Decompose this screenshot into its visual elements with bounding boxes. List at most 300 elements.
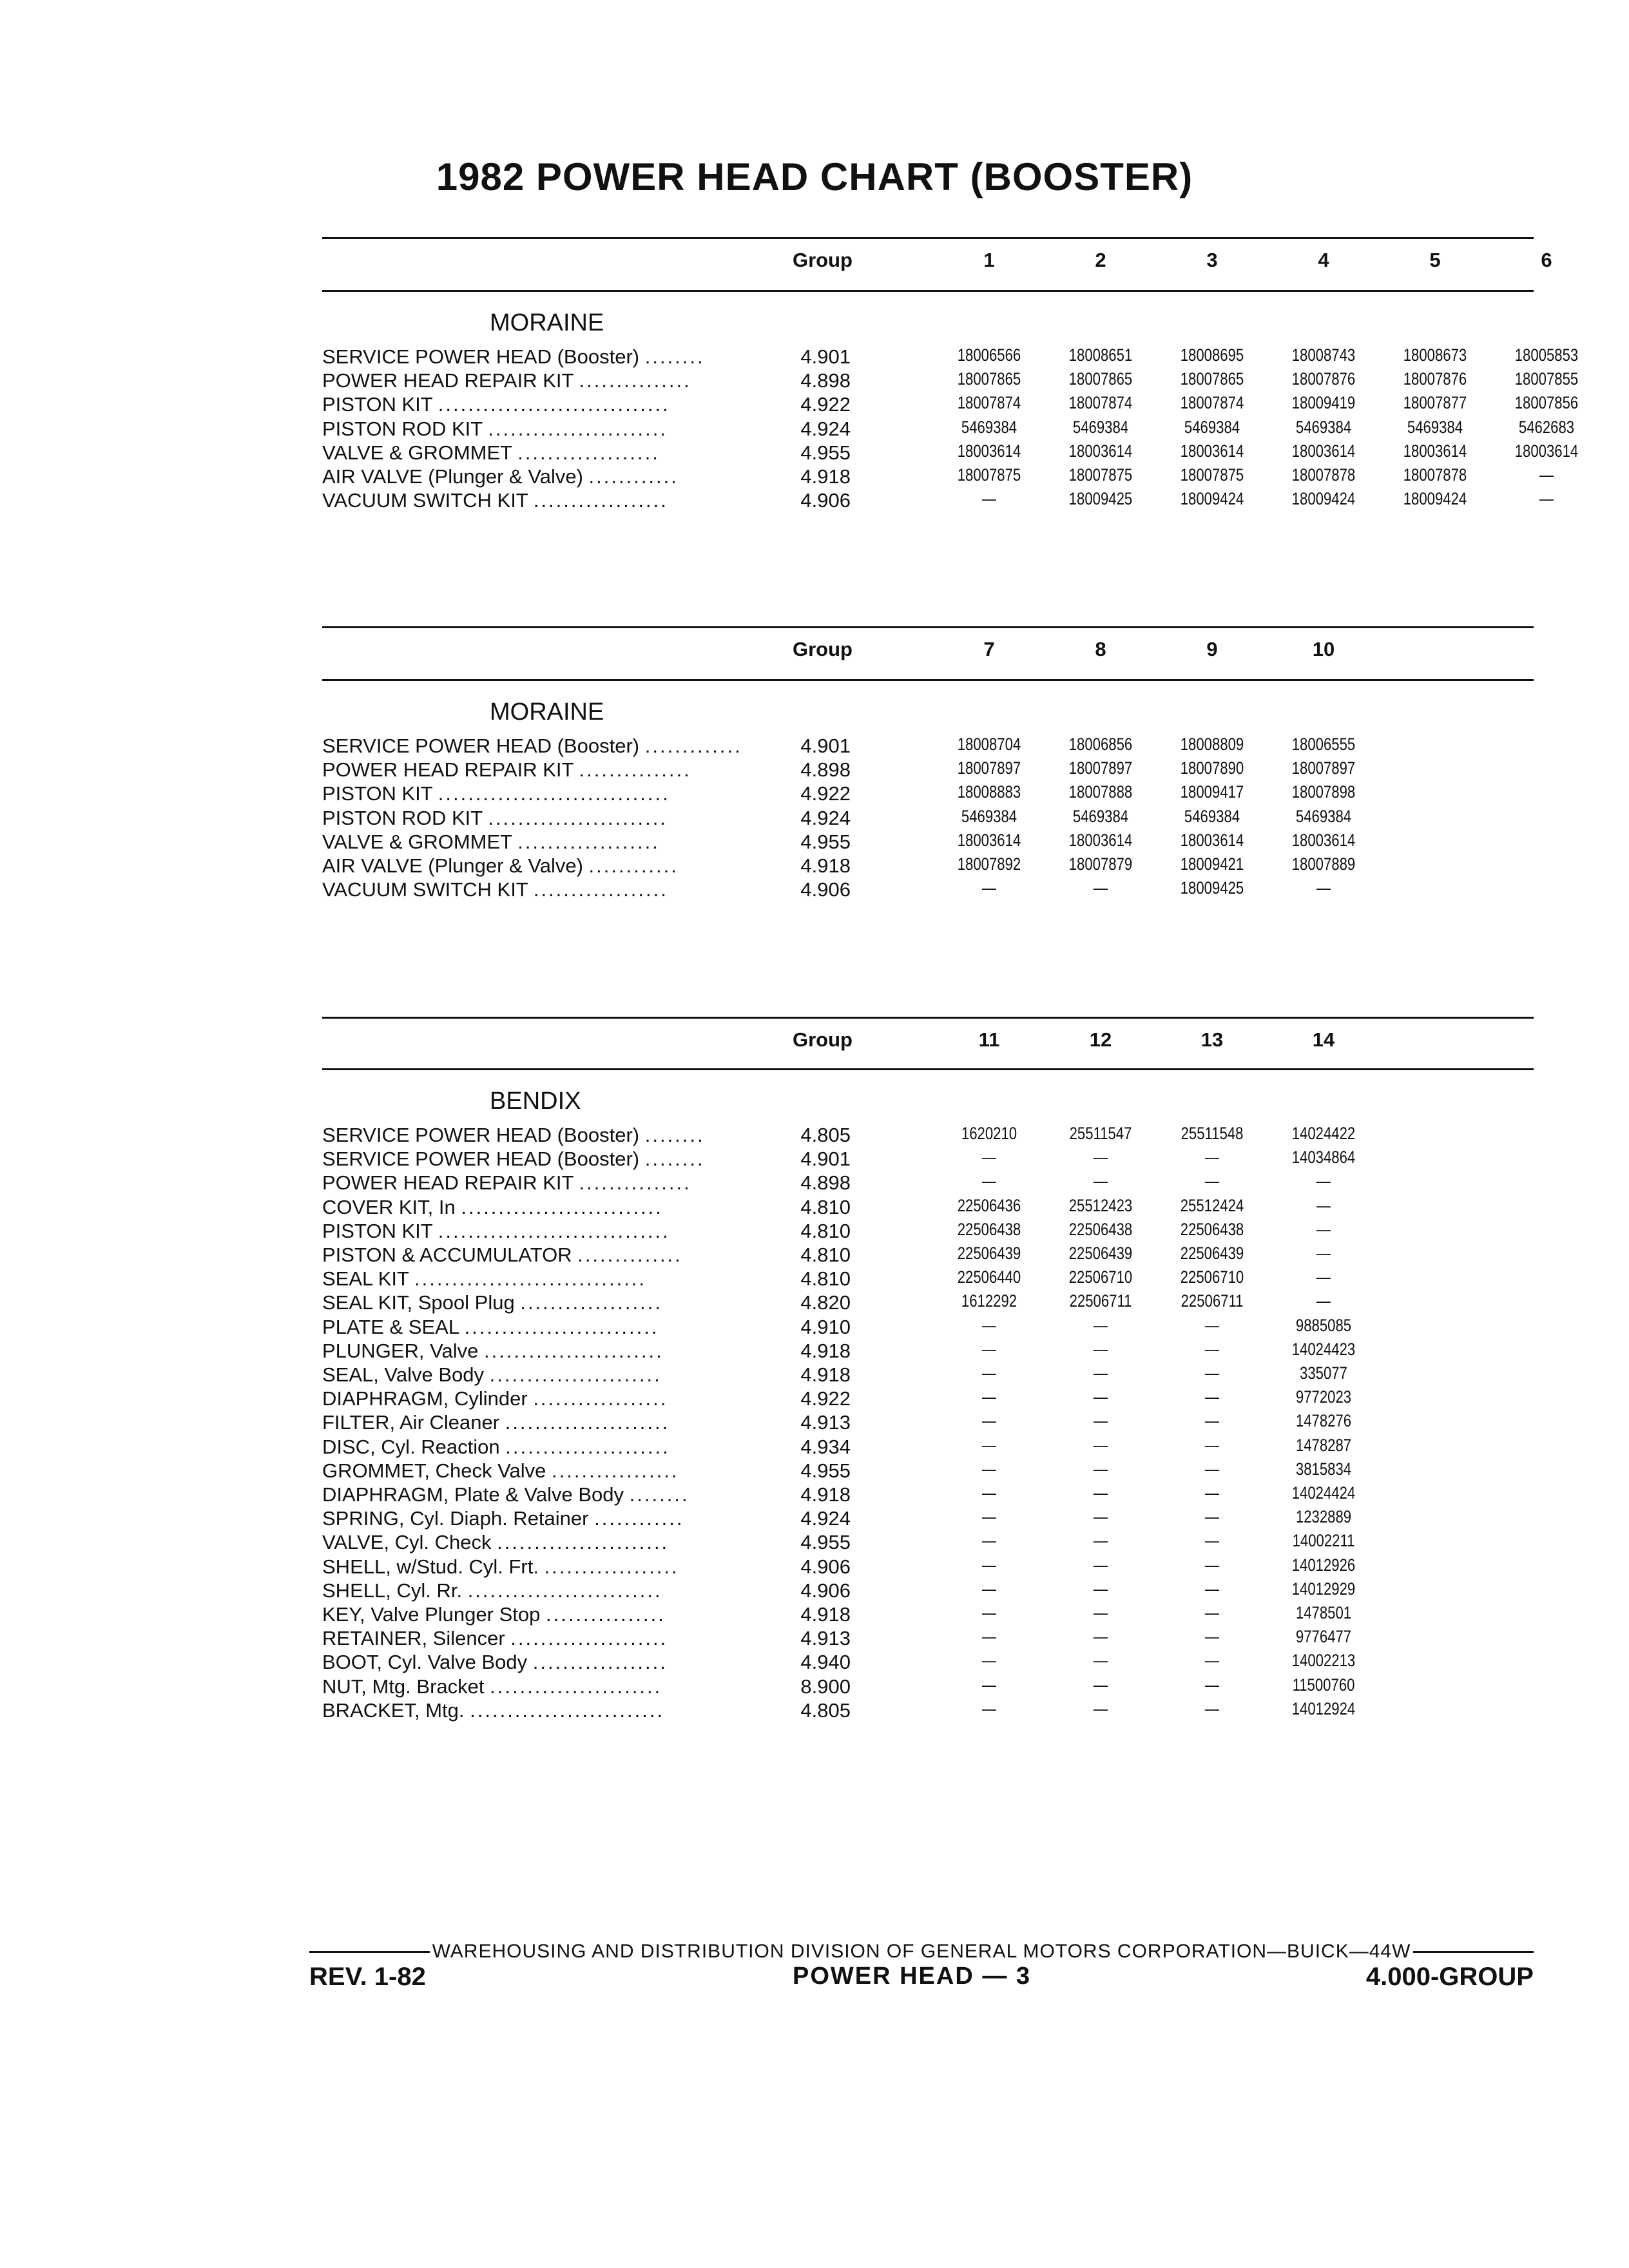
table-row (322, 1171, 1534, 1195)
part-number: — (981, 878, 997, 898)
part-number: — (1204, 1603, 1220, 1622)
leader-dots: .......................... (464, 1315, 659, 1338)
part-name (322, 1651, 754, 1674)
group-number: 4.901 (800, 735, 851, 757)
group-number: 4.906 (800, 878, 851, 901)
column-header: 8 (1095, 638, 1106, 660)
part-number: — (1093, 1148, 1108, 1168)
part-number: — (1204, 1171, 1220, 1191)
part-number: — (1093, 1627, 1108, 1647)
group-number: 4.901 (800, 1148, 851, 1171)
part-number: 5469384 (1295, 417, 1352, 437)
part-name (322, 489, 754, 512)
group-number: 4.913 (800, 1411, 851, 1434)
leader-dots: ........ (644, 1124, 705, 1146)
part-number: — (1093, 1531, 1108, 1551)
part-number: 18006856 (1068, 735, 1133, 754)
part-number: 18007876 (1291, 369, 1356, 389)
part-number: 22506710 (1068, 1267, 1133, 1287)
part-name (322, 1531, 754, 1554)
part-number: — (981, 1363, 997, 1383)
group-header: Group (793, 249, 853, 271)
part-number: 14002213 (1291, 1651, 1356, 1671)
part-number: 22506440 (957, 1267, 1021, 1287)
part-number: 14034864 (1291, 1148, 1356, 1168)
table-header (322, 1023, 1534, 1057)
table-row (322, 1507, 1534, 1531)
part-number: — (1204, 1579, 1220, 1599)
footer-division-line (309, 1941, 1534, 1963)
footer-revision: REV. 1-82 (309, 1963, 426, 1991)
group-number: 4.955 (800, 830, 851, 853)
leader-dots: .......................... (470, 1698, 665, 1722)
part-label: SHELL, w/Stud. Cyl. Frt. (322, 1555, 539, 1578)
leader-dots: ...................... (505, 1435, 670, 1458)
part-number: 5469384 (1295, 806, 1352, 826)
part-name (322, 345, 754, 369)
part-label: VACUUM SWITCH KIT (322, 878, 528, 901)
part-number: 1620210 (961, 1124, 1017, 1143)
group-number: 4.901 (800, 345, 851, 368)
part-number: 18007897 (957, 758, 1021, 778)
group-number: 4.922 (800, 782, 851, 805)
leader-dots: ................... (517, 830, 660, 853)
table-header (322, 633, 1534, 666)
group-number: 4.924 (800, 806, 851, 829)
group-number: 4.805 (800, 1698, 851, 1722)
table-row (322, 1411, 1534, 1435)
part-name (322, 1603, 754, 1626)
group-number: 4.918 (800, 465, 851, 488)
part-number: 14024422 (1291, 1124, 1356, 1143)
part-number: 18007877 (1403, 393, 1467, 413)
part-number: — (1204, 1507, 1220, 1527)
part-number: — (981, 1483, 997, 1503)
part-number: — (981, 1148, 997, 1168)
part-number: 5469384 (961, 417, 1017, 437)
table-row (322, 441, 1579, 465)
part-number: 18009425 (1180, 878, 1244, 898)
part-number: 22506439 (1180, 1244, 1244, 1263)
part-label: VALVE & GROMMET (322, 441, 512, 464)
part-number: 1478501 (1295, 1603, 1352, 1622)
part-number: — (1093, 1675, 1108, 1695)
part-number: 14012924 (1291, 1698, 1356, 1718)
part-name (322, 878, 754, 901)
part-number: — (981, 1171, 997, 1191)
part-number: 14024424 (1291, 1483, 1356, 1503)
group-header: Group (793, 638, 853, 660)
part-label: VALVE, Cyl. Check (322, 1531, 492, 1554)
part-number: — (1204, 1435, 1220, 1455)
part-number: 5469384 (1072, 417, 1129, 437)
leader-dots: ................... (520, 1291, 662, 1314)
part-number: — (1204, 1483, 1220, 1503)
part-number: 18009417 (1180, 782, 1244, 802)
part-label: PISTON ROD KIT (322, 417, 483, 440)
group-number: 4.810 (800, 1244, 851, 1266)
group-number: 4.955 (800, 1531, 851, 1554)
table-row (322, 1699, 1534, 1723)
part-label: AIR VALVE (Plunger & Valve) (322, 854, 583, 877)
group-number: 4.924 (800, 417, 851, 440)
part-name (322, 1220, 754, 1243)
group-number: 4.898 (800, 1171, 851, 1195)
part-number: — (1316, 1195, 1331, 1215)
table-header-rule (322, 290, 1534, 292)
table-row (322, 1675, 1534, 1699)
part-number: — (1204, 1531, 1220, 1551)
part-name (322, 1244, 754, 1267)
part-number: 18007878 (1403, 465, 1467, 485)
group-number: 4.810 (800, 1267, 851, 1291)
part-number: 18009419 (1291, 393, 1356, 413)
group-number: 4.810 (800, 1219, 851, 1242)
part-number: 18009424 (1180, 489, 1244, 509)
part-number: — (1316, 1244, 1331, 1263)
table-header (322, 244, 1552, 277)
part-number: 5469384 (1184, 417, 1240, 437)
table-row (322, 1579, 1534, 1603)
part-label: SERVICE POWER HEAD (Booster) (322, 1124, 640, 1146)
leader-dots: ............ (588, 854, 679, 877)
part-number: 1612292 (961, 1291, 1017, 1311)
part-number: — (1093, 1555, 1108, 1575)
part-number: — (981, 1387, 997, 1407)
part-number: 18003614 (1291, 830, 1356, 850)
part-number: 25512424 (1180, 1195, 1244, 1215)
group-number: 4.820 (800, 1291, 851, 1314)
part-name (322, 1340, 754, 1363)
column-header: 9 (1206, 638, 1218, 660)
part-number: — (1093, 1698, 1108, 1718)
part-number: — (1316, 1171, 1331, 1191)
part-number: — (981, 1651, 997, 1671)
part-number: 18007874 (1068, 393, 1133, 413)
part-number: 22506439 (1068, 1244, 1133, 1263)
part-number: 14012929 (1291, 1579, 1356, 1599)
part-number: — (1316, 1291, 1331, 1311)
part-label: PLATE & SEAL (322, 1315, 459, 1338)
part-number: — (1204, 1387, 1220, 1407)
part-number: — (1093, 1507, 1108, 1527)
table-row (322, 1340, 1534, 1363)
table-row (322, 1555, 1534, 1579)
column-header: 14 (1312, 1028, 1335, 1051)
part-label: BOOT, Cyl. Valve Body (322, 1651, 528, 1674)
part-number: 18003614 (1180, 830, 1244, 850)
table-row (322, 1436, 1534, 1459)
part-number: 9776477 (1295, 1627, 1352, 1647)
leader-dots: ........ (629, 1483, 689, 1506)
part-number: — (1316, 1219, 1331, 1239)
part-number: — (1093, 1339, 1108, 1359)
group-number: 4.810 (800, 1195, 851, 1218)
part-number: 18008743 (1291, 345, 1356, 365)
group-number: 4.906 (800, 489, 851, 512)
part-number: — (981, 1315, 997, 1335)
part-label: DISC, Cyl. Reaction (322, 1435, 500, 1458)
part-name (322, 1148, 754, 1171)
part-label: PISTON ROD KIT (322, 806, 483, 829)
part-name (322, 465, 754, 488)
part-name (322, 441, 754, 465)
part-name (322, 807, 754, 830)
part-number: 22506438 (1068, 1219, 1133, 1239)
column-header: 12 (1089, 1028, 1112, 1051)
footer-page: POWER HEAD — 3 (793, 1963, 1032, 1990)
leader-dots: ........................ (488, 806, 668, 829)
part-number: 9772023 (1295, 1387, 1352, 1407)
parts-table-1 (322, 237, 1579, 533)
group-number: 4.918 (800, 1339, 851, 1362)
part-number: 18003614 (1291, 441, 1356, 461)
part-number: 18007879 (1068, 854, 1133, 874)
part-number: 3815834 (1295, 1459, 1352, 1479)
part-number: 18008883 (957, 782, 1021, 802)
table-row (322, 1220, 1534, 1244)
table-header-rule (322, 1068, 1534, 1070)
part-label: PISTON KIT (322, 782, 433, 805)
part-number: 5469384 (1184, 806, 1240, 826)
part-label: PISTON KIT (322, 1219, 433, 1242)
part-number: 18007892 (957, 854, 1021, 874)
part-number: 18007888 (1068, 782, 1133, 802)
part-name (322, 1627, 754, 1650)
table-row (322, 1531, 1534, 1555)
group-number: 4.906 (800, 1579, 851, 1602)
part-name (322, 1267, 754, 1291)
part-number: 18003614 (1514, 441, 1579, 461)
leader-dots: .......................... (467, 1579, 662, 1602)
part-number: — (981, 1579, 997, 1599)
parts-table-3 (322, 1017, 1534, 1751)
table-top-rule (322, 237, 1534, 239)
part-label: NUT, Mtg. Bracket (322, 1675, 485, 1698)
part-number: 9885085 (1295, 1315, 1352, 1335)
column-header: 10 (1312, 638, 1335, 660)
leader-dots: ........ (644, 1148, 705, 1171)
leader-dots: ............. (644, 735, 742, 757)
part-number: 18006566 (957, 345, 1021, 365)
part-label: FILTER, Air Cleaner (322, 1411, 500, 1434)
part-number: — (1093, 878, 1108, 898)
section-heading: BENDIX (490, 1088, 581, 1115)
part-name (322, 854, 754, 878)
part-name (322, 1436, 754, 1459)
part-number: 18008673 (1403, 345, 1467, 365)
part-name (322, 782, 754, 805)
table-row (322, 1291, 1534, 1315)
table-row (322, 345, 1579, 369)
group-number: 4.918 (800, 854, 851, 877)
leader-dots: ............ (588, 465, 679, 488)
leader-dots: ........................ (483, 1339, 664, 1362)
part-label: POWER HEAD REPAIR KIT (322, 758, 574, 782)
part-number: — (981, 1459, 997, 1479)
part-number: — (1316, 1267, 1331, 1287)
part-name (322, 758, 754, 782)
group-number: 4.910 (800, 1315, 851, 1338)
part-label: SEAL, Valve Body (322, 1363, 485, 1386)
leader-dots: ............... (579, 1171, 691, 1195)
leader-dots: ....................... (497, 1531, 670, 1554)
parts-table-2 (322, 626, 1534, 923)
column-header: 5 (1429, 249, 1441, 271)
part-number: — (1204, 1411, 1220, 1431)
part-number: 18003614 (1068, 830, 1133, 850)
part-label: SHELL, Cyl. Rr. (322, 1579, 463, 1602)
table-row (322, 758, 1534, 782)
group-number: 4.924 (800, 1507, 851, 1530)
part-number: — (1204, 1459, 1220, 1479)
group-number: 4.955 (800, 441, 851, 464)
part-number: — (1093, 1435, 1108, 1455)
part-number: 1232889 (1295, 1507, 1352, 1527)
column-header: 13 (1200, 1028, 1224, 1051)
part-number: 18007875 (957, 465, 1021, 485)
table-row (322, 1196, 1534, 1220)
part-label: GROMMET, Check Valve (322, 1459, 546, 1482)
footer-rule-right (1413, 1951, 1534, 1953)
part-name (322, 1316, 754, 1339)
part-number: 5469384 (1407, 417, 1463, 437)
part-label: PISTON & ACCUMULATOR (322, 1244, 572, 1266)
part-number: 18008704 (957, 735, 1021, 754)
part-name (322, 1363, 754, 1387)
part-name (322, 1675, 754, 1698)
part-number: 1478287 (1295, 1435, 1352, 1455)
part-name (322, 1507, 754, 1530)
part-number: — (1204, 1148, 1220, 1168)
part-name (322, 831, 754, 854)
part-number: 5462683 (1518, 417, 1575, 437)
part-name (322, 1555, 754, 1579)
part-number: 18007897 (1068, 758, 1133, 778)
group-header: Group (793, 1028, 853, 1051)
part-label: SERVICE POWER HEAD (Booster) (322, 345, 640, 368)
part-number: 18007874 (957, 393, 1021, 413)
group-number: 8.900 (800, 1675, 851, 1698)
part-number: 18009425 (1068, 489, 1133, 509)
column-header: 7 (983, 638, 995, 660)
part-number: — (981, 1339, 997, 1359)
part-label: DIAPHRAGM, Cylinder (322, 1387, 528, 1410)
page-title: 1982 POWER HEAD CHART (BOOSTER) (436, 155, 1193, 198)
part-number: 14002211 (1292, 1531, 1355, 1551)
part-label: SPRING, Cyl. Diaph. Retainer (322, 1507, 589, 1530)
leader-dots: ............... (579, 758, 691, 782)
part-label: BRACKET, Mtg. (322, 1698, 465, 1722)
footer-group: 4.000-GROUP (1365, 1963, 1534, 1991)
table-row (322, 369, 1579, 393)
group-number: 4.922 (800, 1387, 851, 1410)
part-number: — (1093, 1387, 1108, 1407)
part-number: 18007865 (1180, 369, 1244, 389)
part-label: RETAINER, Silencer (322, 1627, 505, 1650)
group-number: 4.898 (800, 758, 851, 782)
table-row (322, 831, 1534, 854)
table-top-rule (322, 1017, 1534, 1019)
part-number: — (981, 1411, 997, 1431)
part-number: 18007889 (1291, 854, 1356, 874)
leader-dots: ............................... (438, 782, 670, 805)
part-number: 18007876 (1403, 369, 1467, 389)
part-number: — (1204, 1627, 1220, 1647)
part-number: 22506438 (957, 1219, 1021, 1239)
group-number: 4.918 (800, 1363, 851, 1386)
part-name (322, 1196, 754, 1219)
part-number: 22506711 (1181, 1291, 1244, 1311)
part-number: 25512423 (1068, 1195, 1133, 1215)
table-row (322, 1603, 1534, 1627)
table-row (322, 417, 1575, 441)
table-row (322, 1363, 1534, 1387)
part-number: — (1204, 1698, 1220, 1718)
footer-division: WAREHOUSING AND DISTRIBUTION DIVISION OF GENERAL MOTORS CORPORATION—BUICK—44W (432, 1941, 1411, 1962)
table-top-rule (322, 626, 1534, 628)
part-number: 18009421 (1180, 854, 1244, 874)
leader-dots: ................... (517, 441, 660, 464)
part-number: 22506711 (1069, 1291, 1132, 1311)
part-number: — (1204, 1315, 1220, 1335)
part-number: — (1539, 489, 1554, 509)
part-number: 18007890 (1180, 758, 1244, 778)
part-number: 18009424 (1291, 489, 1356, 509)
leader-dots: ....................... (490, 1675, 662, 1698)
leader-dots: .................. (533, 878, 668, 901)
column-header: 2 (1095, 249, 1106, 271)
part-name (322, 735, 754, 758)
section-heading: MORAINE (490, 698, 604, 726)
leader-dots: .................. (533, 1387, 668, 1410)
part-number: — (1093, 1483, 1108, 1503)
part-name (322, 393, 754, 416)
part-number: — (1316, 878, 1331, 898)
part-name (322, 1124, 754, 1147)
table-row (322, 393, 1579, 417)
part-number: — (1093, 1579, 1108, 1599)
part-name (322, 1411, 754, 1434)
part-label: AIR VALVE (Plunger & Valve) (322, 465, 583, 488)
part-number: 335077 (1300, 1363, 1347, 1383)
table-row (322, 782, 1534, 806)
table-row (322, 1124, 1534, 1148)
table-row (322, 1459, 1534, 1483)
part-number: 11500760 (1292, 1675, 1355, 1695)
table-row (322, 1627, 1534, 1651)
leader-dots: .................. (544, 1555, 679, 1578)
part-number: 18007874 (1180, 393, 1244, 413)
part-number: — (981, 1675, 997, 1695)
part-number: 14024423 (1291, 1339, 1356, 1359)
leader-dots: .................. (532, 1651, 668, 1674)
part-name (322, 1387, 754, 1410)
table-row (322, 1316, 1534, 1340)
group-number: 4.913 (800, 1627, 851, 1650)
leader-dots: .............. (577, 1244, 682, 1266)
table-row (322, 1267, 1534, 1291)
part-number: 18007856 (1514, 393, 1579, 413)
part-number: 22506436 (957, 1195, 1021, 1215)
part-number: 18003614 (1068, 441, 1133, 461)
part-number: 18008809 (1180, 735, 1244, 754)
leader-dots: ............... (579, 369, 691, 392)
part-label: VALVE & GROMMET (322, 830, 512, 853)
leader-dots: ..................... (510, 1627, 668, 1650)
leader-dots: ........ (644, 345, 705, 368)
leader-dots: ................. (552, 1459, 679, 1482)
